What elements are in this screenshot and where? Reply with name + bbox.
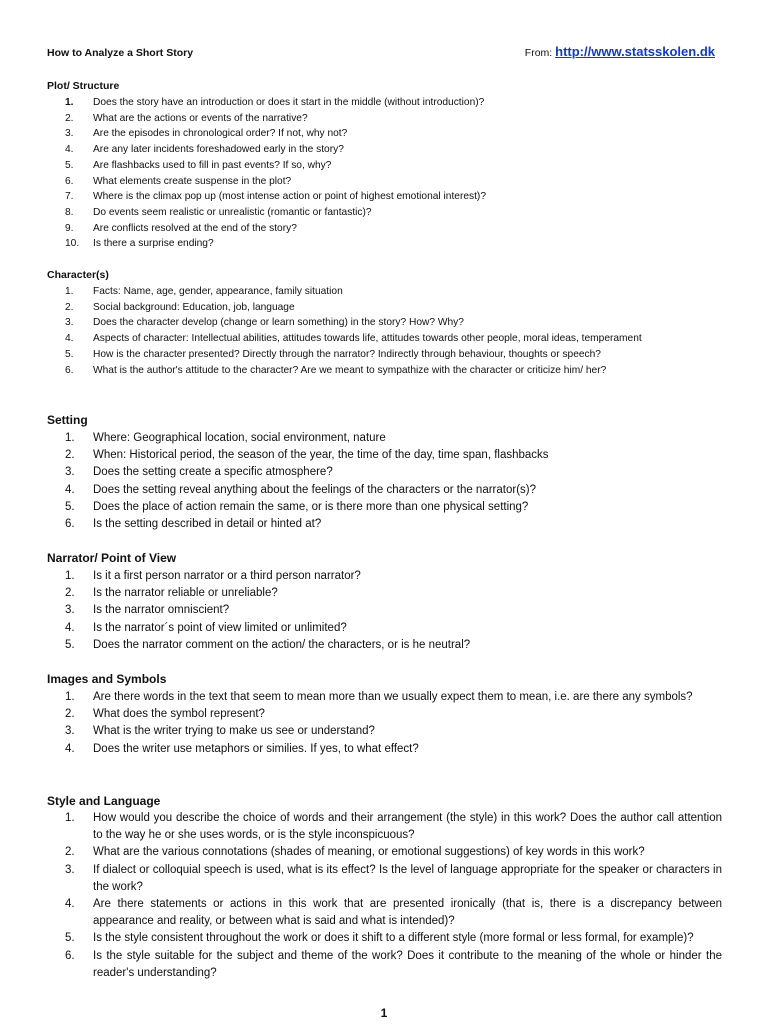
list-item: 6. Is the style suitable for the subject and theme of the work? Does it contribute to the meaning of the whole or hinder the reader's understanding? bbox=[65, 949, 722, 979]
list-item: 2. When: Historical period, the season of the year, the time of the day, time span, flashbacks bbox=[65, 449, 549, 462]
source-line bbox=[525, 44, 715, 59]
list-item: 1. Where: Geographical location, social environment, nature bbox=[65, 432, 386, 444]
list-item: 1. Is it a first person narrator or a third person narrator? bbox=[65, 570, 361, 582]
style-list bbox=[47, 810, 722, 982]
list-item: 8. Do events seem realistic or unrealistic (romantic or fantastic)? bbox=[65, 206, 372, 218]
narrator-list bbox=[47, 568, 722, 654]
list-item: 10. Is there a surprise ending? bbox=[65, 238, 214, 250]
list-item: 3. What is the writer trying to make us see or understand? bbox=[65, 725, 375, 738]
list-item: 2. What are the actions or events of the narrative? bbox=[65, 112, 308, 124]
source-link[interactable]: http://www.statsskolen.dk bbox=[555, 44, 715, 59]
list-item: 6. Is the setting described in detail or hinted at? bbox=[65, 518, 322, 531]
list-item: 2. Social background: Education, job, language bbox=[65, 301, 295, 313]
list-item: 2. What does the symbol represent? bbox=[65, 708, 265, 721]
list-item: 4. Are any later incidents foreshadowed early in the story? bbox=[65, 144, 344, 156]
list-item: 3. Are the episodes in chronological order? If not, why not? bbox=[65, 128, 348, 140]
section-heading-plot: Plot/ Structure bbox=[47, 80, 120, 92]
list-item: 9. Are conflicts resolved at the end of the story? bbox=[65, 222, 297, 234]
list-item: 1. Are there words in the text that seem to mean more than we usually expect them to mean, i.e. are there any symbols? bbox=[65, 691, 693, 703]
list-item: 5. Is the style consistent throughout the work or does it shift to a different style (more formal or less formal, for example)? bbox=[65, 932, 694, 945]
list-item: 2. Is the narrator reliable or unreliable? bbox=[65, 587, 278, 600]
setting-list bbox=[47, 430, 722, 533]
list-item: 1. Facts: Name, age, gender, appearance, family situation bbox=[65, 286, 343, 297]
plot-list bbox=[47, 95, 722, 252]
section-heading-style: Style and Language bbox=[47, 794, 161, 808]
page-header bbox=[47, 44, 727, 67]
list-item: 6. What is the author's attitude to the character? Are we meant to sympathize with the character or criticize him/ her? bbox=[65, 364, 607, 376]
list-item: 3. Is the narrator omniscient? bbox=[65, 604, 230, 617]
document-title: How to Analyze a Short Story bbox=[47, 47, 194, 59]
list-item: 5. Does the narrator comment on the action/ the characters, or is he neutral? bbox=[65, 638, 471, 651]
section-heading-setting: Setting bbox=[47, 413, 88, 427]
character-list bbox=[47, 284, 722, 378]
section-heading-narrator: Narrator/ Point of View bbox=[47, 551, 177, 565]
list-item: 4. Aspects of character: Intellectual abilities, attitudes towards life, attitudes towards other people, moral ideas, temperament bbox=[65, 333, 642, 345]
list-item: 4. Is the narrator´s point of view limited or unlimited? bbox=[65, 621, 347, 634]
list-item: 1. How would you describe the choice of words and their arrangement (the style) in this work? Does the author call attention to the way he or she uses words, or is the style inconspicuous? bbox=[65, 812, 722, 842]
list-item: 4. Does the writer use metaphors or similies. If yes, to what effect? bbox=[65, 742, 419, 755]
list-item: 6. What elements create suspense in the plot? bbox=[65, 175, 292, 187]
list-item: 4. Are there statements or actions in this work that are presented ironically (that is, there is a discrepancy between appearance and reality, or between what is said and what is intended)? bbox=[65, 898, 722, 928]
images-list bbox=[47, 689, 722, 758]
section-heading-character: Character(s) bbox=[47, 269, 109, 281]
from-label: From: bbox=[524, 47, 553, 59]
list-item: 3. Does the setting create a specific atmosphere? bbox=[65, 466, 333, 479]
list-item: 2. What are the various connotations (shades of meaning, or emotional suggestions) of key words in this work? bbox=[65, 846, 645, 859]
list-item: 3. Does the character develop (change or learn something) in the story? How? Why? bbox=[65, 317, 464, 329]
list-item: 1. Does the story have an introduction or does it start in the middle (without introduction)? bbox=[65, 97, 485, 108]
list-item: 5. How is the character presented? Directly through the narrator? Indirectly through behaviour, thoughts or speech? bbox=[65, 348, 601, 360]
list-item: 7. Where is the climax pop up (most intense action or point of highest emotional interest)? bbox=[65, 191, 486, 203]
list-item: 3. If dialect or colloquial speech is used, what is its effect? Is the level of language appropriate for the speaker or characters in the work? bbox=[65, 863, 722, 893]
list-item: 5. Does the place of action remain the same, or is there more than one physical setting? bbox=[65, 500, 529, 513]
list-item: 5. Are flashbacks used to fill in past events? If so, why? bbox=[65, 159, 332, 171]
section-heading-images: Images and Symbols bbox=[47, 672, 167, 686]
page-number: 1 bbox=[380, 1006, 388, 1020]
list-item: 4. Does the setting reveal anything about the feelings of the characters or the narrator(s)? bbox=[65, 483, 537, 496]
